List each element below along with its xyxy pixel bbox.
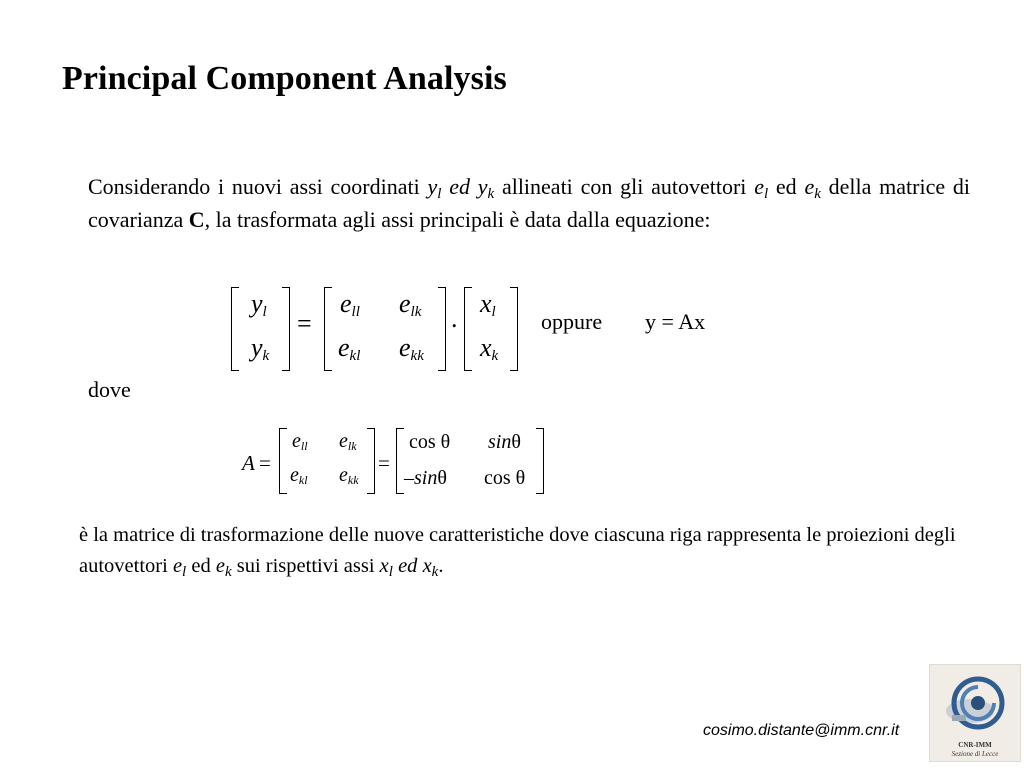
- y-vector: [231, 287, 290, 371]
- x-k: $x_k$: [480, 333, 499, 364]
- e-lk: $e_{lk}$: [339, 430, 357, 453]
- logo-text-line1: CNR-IMM: [958, 741, 992, 749]
- rotation-matrix: [396, 428, 544, 494]
- e-ll: $e_{ll}$: [340, 289, 360, 320]
- e-kl: $e_{kl}$: [290, 464, 308, 487]
- equals-sign-1: =: [259, 451, 271, 475]
- y-l: $y_l$: [251, 289, 267, 320]
- a-symbol: A: [242, 451, 255, 475]
- author-email: cosimo.distante@imm.cnr.it: [703, 722, 900, 739]
- dot-operator: .: [451, 304, 458, 333]
- sin-theta-1: sinθ: [488, 431, 521, 453]
- description-paragraph: è la matrice di trasformazione delle nuove caratteristiche dove ciascuna riga rappresenta le proiezioni degli autovettori $e_l$ ed $e_k$ sui rispettivi assi $x_l$ ed $x_k$.: [79, 524, 956, 580]
- e-matrix: [324, 287, 446, 371]
- e-ll: $e_{ll}$: [292, 430, 308, 453]
- x-l: $x_l$: [480, 289, 496, 320]
- intro-paragraph: Considerando i nuovi assi coordinati $y_l$ ed $y_k$ allineati con gli autovettori $e_l$ ed $e_k$ della matrice di covarianza C, la trasformata agli assi principali è data dalla equazione:: [88, 174, 971, 232]
- cos-theta-1: cos θ: [409, 431, 451, 453]
- compact-formula: y = Ax: [645, 309, 706, 334]
- cnr-imm-logo: [929, 664, 1021, 762]
- e-kk: $e_{kk}$: [399, 333, 424, 364]
- cnr-logo-icon: [930, 667, 1022, 737]
- oppure-text: oppure: [541, 309, 603, 334]
- slide-title: Principal Component Analysis: [62, 60, 507, 97]
- equals-sign: =: [297, 309, 312, 338]
- dove-text: dove: [88, 377, 131, 402]
- e-kk: $e_{kk}$: [339, 464, 359, 487]
- y-k: $y_k$: [251, 333, 270, 364]
- x-vector: [464, 287, 518, 371]
- logo-text-line2: Sezione di Lecce: [951, 750, 999, 758]
- minus-sin-theta: –sinθ: [404, 467, 447, 489]
- e-lk: $e_{lk}$: [399, 289, 422, 320]
- cos-theta-2: cos θ: [484, 467, 526, 489]
- equals-sign-2: =: [378, 451, 390, 475]
- e-matrix-small: [279, 428, 375, 494]
- e-kl: $e_{kl}$: [338, 333, 361, 364]
